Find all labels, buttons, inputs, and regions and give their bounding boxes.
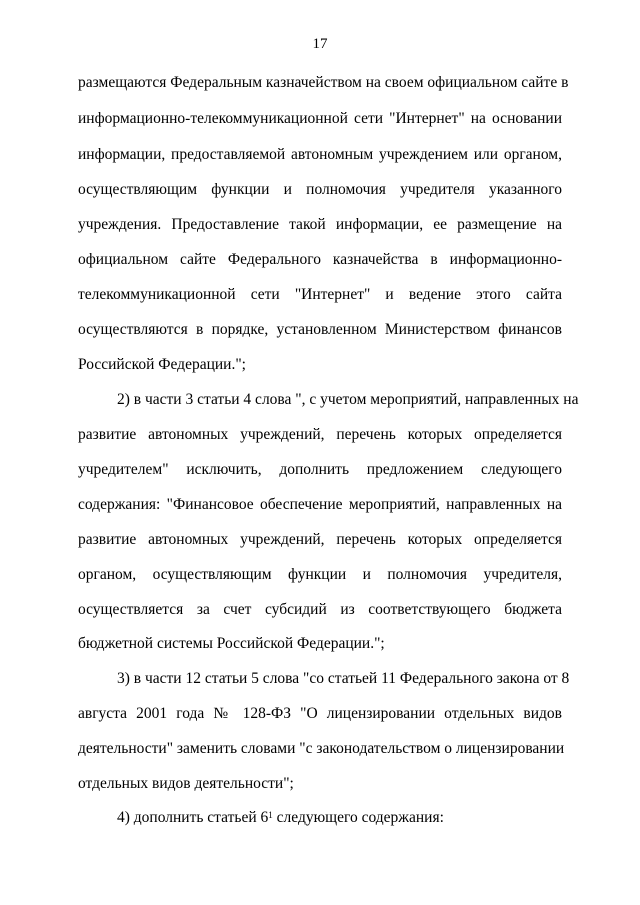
paragraph-start-line: 3) в части 12 статьи 5 слова "со статьей 11 Федерального закона от 8 <box>117 670 570 687</box>
text-line: учреждения. Предоставление такой информации, ее размещение на <box>78 216 562 233</box>
text-fragment: следующего содержания: <box>272 809 444 826</box>
page-number: 17 <box>312 36 328 52</box>
text-line: августа 2001 года № 128-ФЗ "О лицензировании отдельных видов <box>78 705 562 722</box>
text-line: развитие автономных учреждений, перечень которых определяется <box>78 426 562 443</box>
text-fragment: 4) дополнить статьей 6 <box>117 809 269 826</box>
text-line: информации, предоставляемой автономным учреждением или органом, <box>78 146 562 163</box>
superscript-number: 1 <box>268 810 273 820</box>
text-line: телекоммуникационной сети "Интернет" и ведение этого сайта <box>78 286 562 303</box>
text-line: официальном сайте Федерального казначейства в информационно- <box>78 251 562 268</box>
paragraph-start-line: 2) в части 3 статьи 4 слова ", с учетом мероприятий, направленных на <box>117 391 579 408</box>
text-line: Российской Федерации."; <box>78 356 246 373</box>
text-line: информационно-телекоммуникационной сети "Интернет" на основании <box>78 110 562 127</box>
text-line: размещаются Федеральным казначейством на своем официальном сайте в <box>78 74 569 91</box>
text-line: бюджетной системы Российской Федерации."; <box>78 635 385 652</box>
text-line: учредителем" исключить, дополнить предложением следующего <box>78 461 562 478</box>
text-line: деятельности" заменить словами "с законодательством о лицензировании <box>78 740 565 757</box>
text-line: осуществляющим функции и полномочия учредителя указанного <box>78 181 562 198</box>
text-line: осуществляются в порядке, установленном Министерством финансов <box>78 321 562 338</box>
text-line: осуществляется за счет субсидий из соответствующего бюджета <box>78 601 562 618</box>
text-line: отдельных видов деятельности"; <box>78 775 294 792</box>
text-line: содержания: "Финансовое обеспечение мероприятий, направленных на <box>78 496 562 513</box>
text-line: органом, осуществляющим функции и полномочия учредителя, <box>78 566 562 583</box>
paragraph-start-line <box>117 808 444 828</box>
text-line: развитие автономных учреждений, перечень которых определяется <box>78 531 562 548</box>
